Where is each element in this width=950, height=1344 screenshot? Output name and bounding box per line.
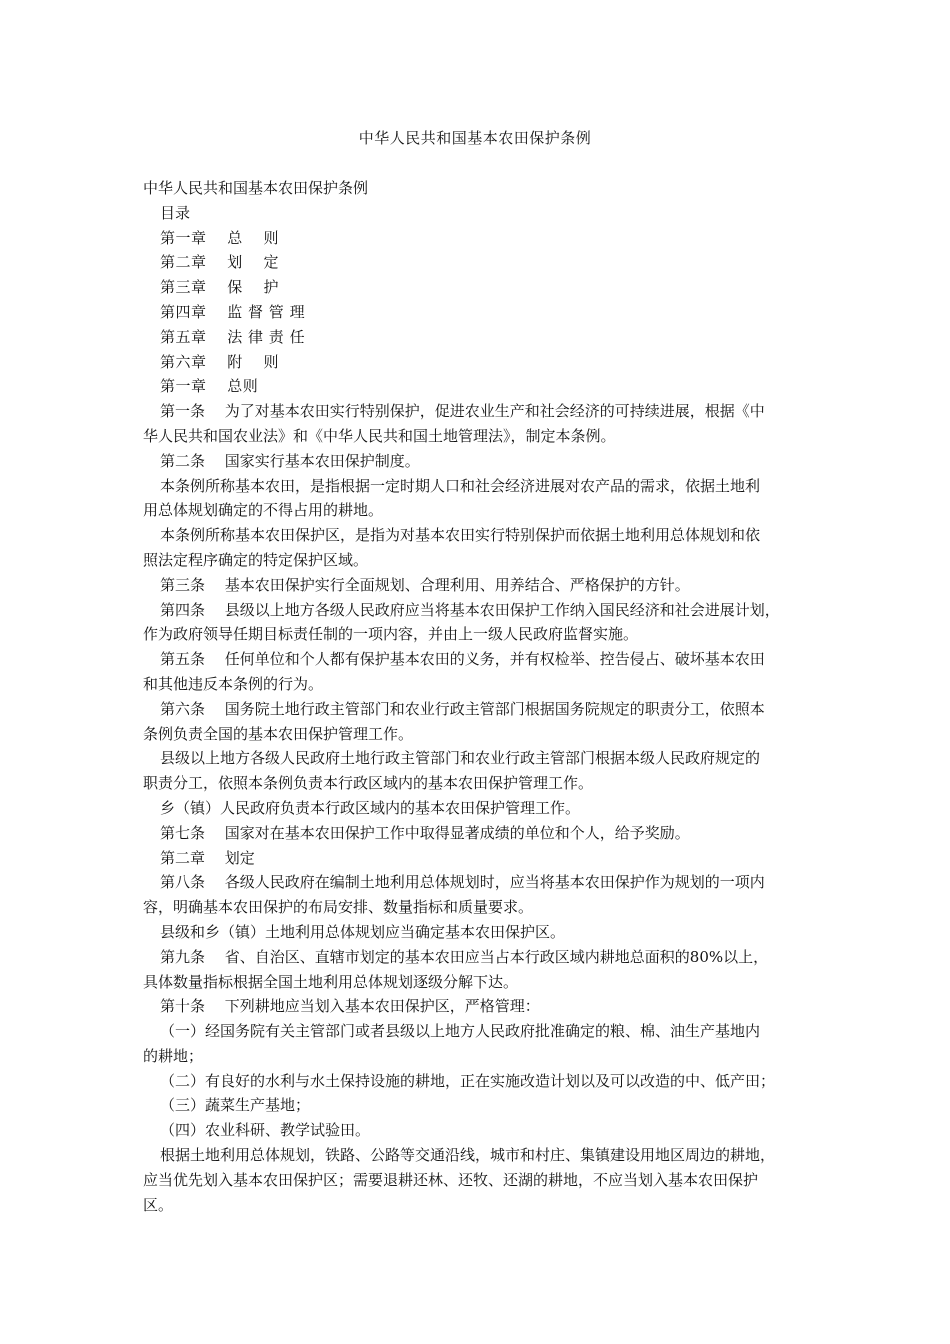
text-line: 县级以上地方各级人民政府土地行政主管部门和农业行政主管部门根据本级人民政府规定的 (160, 749, 761, 768)
text-line: 照法定程序确定的特定保护区域。 (143, 550, 369, 569)
text-line: 条例负责全国的基本农田保护管理工作。 (143, 724, 414, 743)
text-line: 用总体规划确定的不得占用的耕地。 (143, 501, 384, 520)
text-line: 职责分工，依照本条例负责本行政区域内的基本农田保护管理工作。 (143, 774, 594, 793)
text-line: 第六条 国务院土地行政主管部门和农业行政主管部门根据国务院规定的职责分工，依照本 (160, 699, 765, 718)
page-title: 中华人民共和国基本农田保护条例 (358, 129, 592, 147)
text-line: 第九条 省、自治区、直辖市划定的基本农田应当占本行政区域内耕地总面积的80%以上， (160, 947, 769, 966)
text-line: 的耕地； (143, 1046, 204, 1065)
text-line: 应当优先划入基本农田保护区；需要退耕还林、还牧、还湖的耕地，不应当划入基本农田保护 (143, 1170, 759, 1189)
text-line: 县级和乡（镇）土地利用总体规划应当确定基本农田保护区。 (160, 922, 566, 941)
text-line: 第二章 划定 (160, 848, 255, 867)
text-line: （三）蔬菜生产基地； (160, 1096, 311, 1115)
text-line: 第四条 县级以上地方各级人民政府应当将基本农田保护工作纳入国民经济和社会进展计划， (160, 600, 780, 619)
text-line: 区。 (143, 1195, 174, 1214)
text-line: 根据土地利用总体规划，铁路、公路等交通沿线，城市和村庄、集镇建设用地区周边的耕地， (160, 1146, 776, 1165)
text-line: 第五章 法 律 责 任 (160, 327, 306, 346)
text-line: 第十条 下列耕地应当划入基本农田保护区，严格管理： (160, 997, 540, 1016)
text-line: 第三条 基本农田保护实行全面规划、合理利用、用养结合、严格保护的方针。 (160, 575, 690, 594)
text-line: 作为政府领导任期目标责任制的一项内容，并由上一级人民政府监督实施。 (143, 625, 639, 644)
text-line: 第八条 各级人民政府在编制土地利用总体规划时，应当将基本农田保护作为规划的一项内 (160, 873, 765, 892)
text-line: 第五条 任何单位和个人都有保护基本农田的义务，并有权检举、控告侵占、破坏基本农田 (160, 650, 765, 669)
text-line: 第七条 国家对在基本农田保护工作中取得显著成绩的单位和个人，给予奖励。 (160, 823, 690, 842)
text-line: 第六章 附 则 (160, 352, 280, 371)
text-line: 乡（镇）人民政府负责本行政区域内的基本农田保护管理工作。 (160, 798, 581, 817)
text-line: （一）经国务院有关主管部门或者县级以上地方人民政府批准确定的粮、棉、油生产基地内 (160, 1022, 761, 1041)
text-line: （四）农业科研、教学试验田。 (160, 1121, 371, 1140)
text-line: 第一条 为了对基本农田实行特别保护，促进农业生产和社会经济的可持续进展，根据《中 (160, 402, 765, 421)
text-line: 容，明确基本农田保护的布局安排、数量指标和质量要求。 (143, 898, 534, 917)
text-line: （二）有良好的水利与水土保持设施的耕地，正在实施改造计划以及可以改造的中、低产田； (160, 1071, 776, 1090)
text-line: 和其他违反本条例的行为。 (143, 674, 324, 693)
text-line: 中华人民共和国基本农田保护条例 (143, 179, 369, 197)
text-line: 第二条 国家实行基本农田保护制度。 (160, 451, 420, 470)
text-line: 第一章 总则 (160, 377, 259, 396)
text-line: 华人民共和国农业法》和《中华人民共和国土地管理法》，制定本条例。 (143, 426, 616, 445)
text-line: 第四章 监 督 管 理 (160, 302, 306, 321)
text-line: 本条例所称基本农田保护区，是指为对基本农田实行特别保护而依据土地利用总体规划和依 (160, 526, 761, 545)
text-line: 第三章 保 护 (160, 278, 280, 297)
text-line: 具体数量指标根据全国土地利用总体规划逐级分解下达。 (143, 972, 519, 991)
document-body (143, 176, 811, 1217)
text-line: 目录 (160, 203, 191, 222)
text-line: 本条例所称基本农田，是指根据一定时期人口和社会经济进展对农产品的需求，依据土地利 (160, 476, 761, 495)
text-line: 第二章 划 定 (160, 253, 280, 272)
text-line: 第一章 总 则 (160, 228, 280, 247)
